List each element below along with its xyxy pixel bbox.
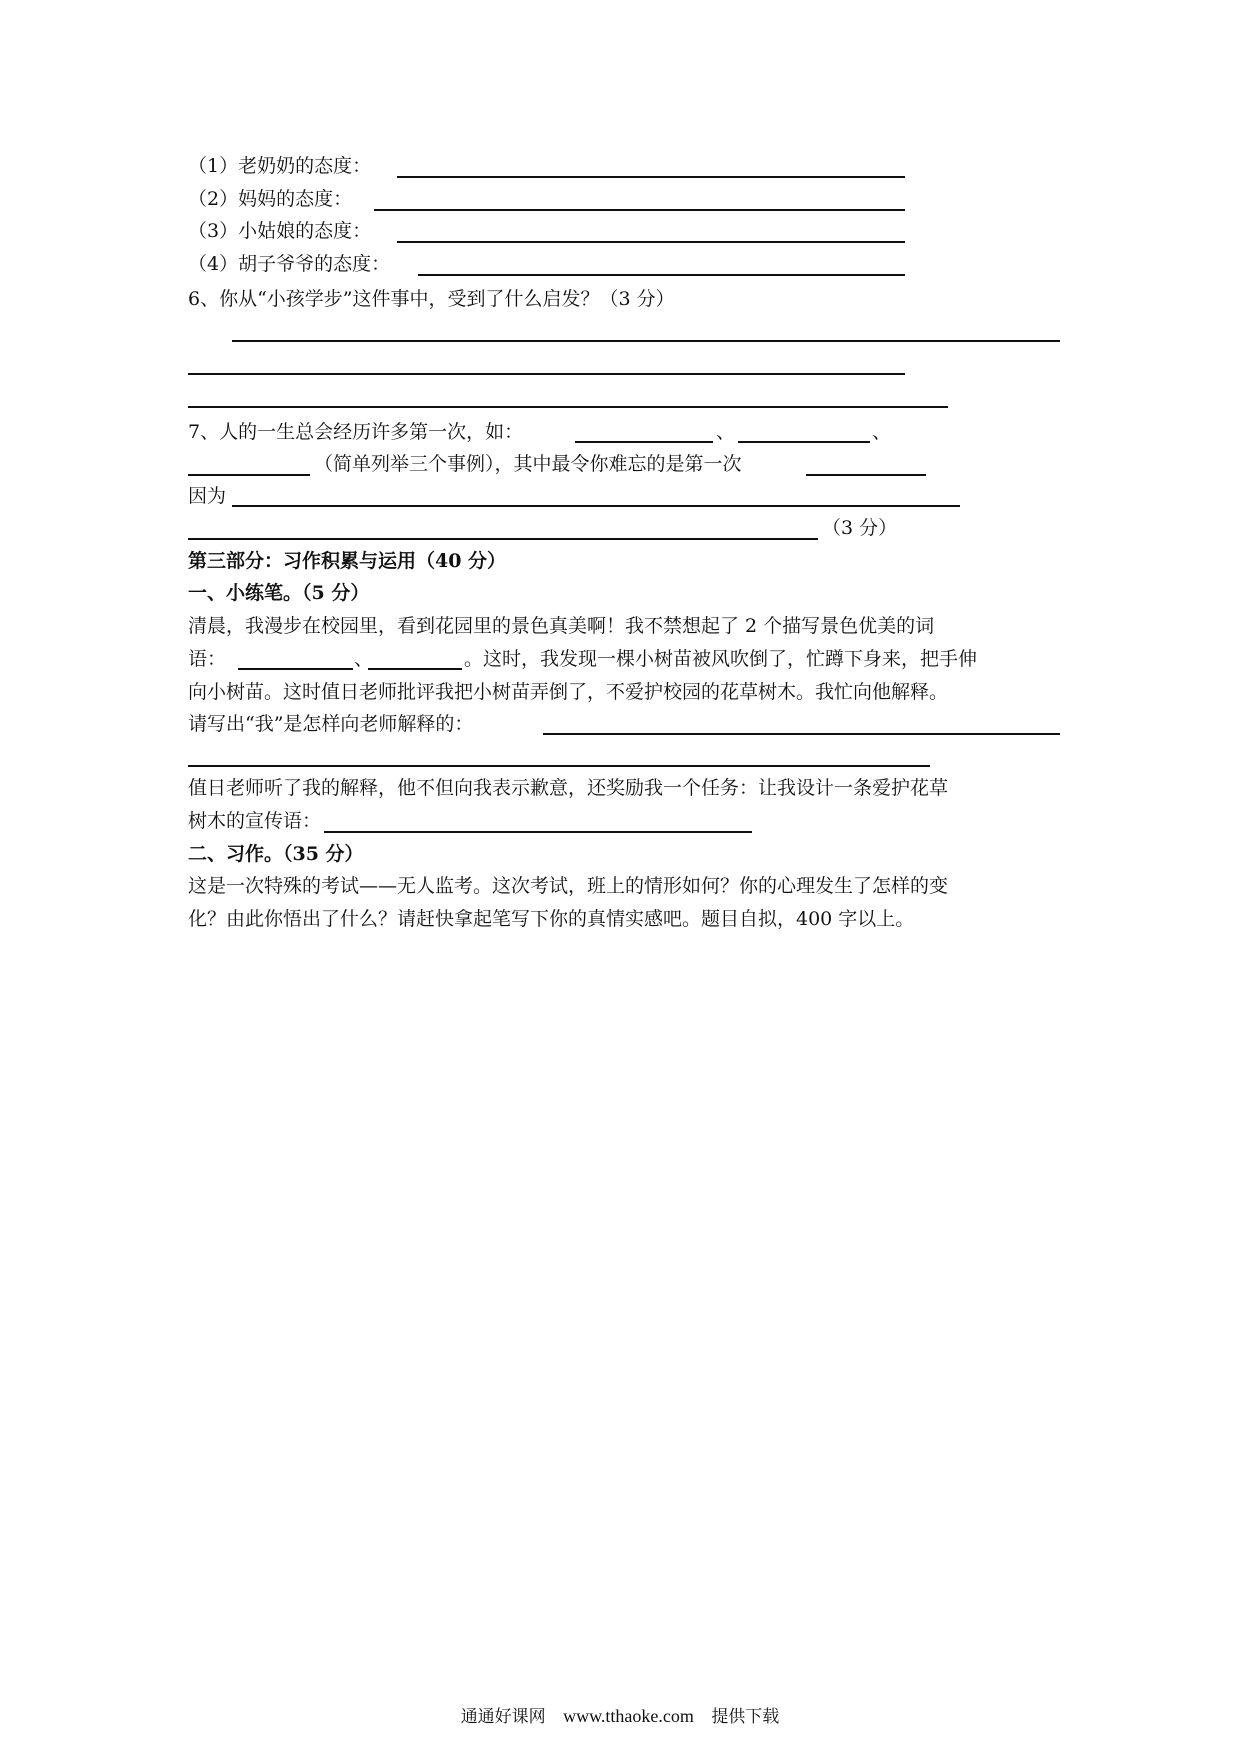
- q7-line2-text: （简单列举三个事例），其中最令你难忘的是第一次: [314, 453, 742, 475]
- exercise-paragraph2-line-1: 值日老师听了我的解释，他不但向我表示歉意，还奖励我一个任务：让我设计一条爱护花草: [188, 777, 949, 799]
- q7-reason-line-2[interactable]: [188, 538, 818, 540]
- q7-example-blank-2[interactable]: [738, 441, 870, 443]
- exercise-paragraph-line-3: 向小树苗。这时值日老师批评我把小树苗弄倒了，不爱护校园的花草树木。我忙向他解释。: [188, 681, 949, 703]
- q7-example-blank-3[interactable]: [188, 474, 310, 476]
- part3-title: 第三部分：习作积累与运用（40 分）: [188, 550, 507, 572]
- q6-answer-line-1[interactable]: [232, 340, 1060, 342]
- q7-because-label: 因为: [188, 485, 227, 507]
- exercise-paragraph-line-2a: 语：: [188, 648, 227, 670]
- q5-item-2-label: （2）妈妈的态度：: [188, 188, 353, 210]
- q7-score: （3 分）: [822, 517, 898, 539]
- section1-title: 一、小练笔。（5 分）: [188, 582, 370, 604]
- q6-answer-line-3[interactable]: [188, 406, 948, 408]
- exercise-paragraph-line-4: 请写出“我”是怎样向老师解释的：: [188, 713, 474, 735]
- exercise-paragraph2-line-2: 树木的宣传语：: [188, 810, 322, 832]
- explanation-answer-line-1[interactable]: [543, 733, 1060, 735]
- q6-question: 6、你从“小孩学步”这件事中，受到了什么启发？（3 分）: [188, 288, 675, 310]
- q5-item-1-answer-blank[interactable]: [397, 176, 905, 178]
- essay-prompt-line-1: 这是一次特殊的考试——无人监考。这次考试，班上的情形如何？你的心理发生了怎样的变: [188, 875, 949, 897]
- exercise-paragraph-line-2b: 、: [354, 648, 374, 670]
- section2-title: 二、习作。（35 分）: [188, 843, 364, 865]
- explanation-answer-line-2[interactable]: [188, 765, 930, 767]
- q5-item-3-label: （3）小姑娘的态度：: [188, 220, 372, 242]
- q5-item-1-label: （1）老奶奶的态度：: [188, 155, 372, 177]
- scenery-word-blank-1[interactable]: [238, 668, 353, 670]
- footer-url[interactable]: www.tthaoke.com: [563, 1706, 694, 1726]
- q7-separator-2: 、: [872, 421, 892, 443]
- q7-example-blank-1[interactable]: [575, 441, 713, 443]
- page-footer: [0, 1704, 1240, 1729]
- essay-prompt-line-2: 化？由此你悟出了什么？请赶快拿起笔写下你的真情实感吧。题目自拟，400 字以上。: [188, 908, 915, 930]
- q5-item-4-answer-blank[interactable]: [418, 274, 905, 276]
- q7-prompt: 7、人的一生总会经历许多第一次，如：: [188, 421, 524, 443]
- footer-site-name: 通通好课网: [460, 1707, 546, 1727]
- slogan-answer-blank[interactable]: [324, 831, 752, 833]
- q7-memorable-blank[interactable]: [806, 474, 926, 476]
- footer-download-text: 提供下载: [711, 1707, 780, 1727]
- exercise-paragraph-line-1: 清晨，我漫步在校园里，看到花园里的景色真美啊！我不禁想起了 2 个描写景色优美的词: [188, 615, 935, 637]
- scenery-word-blank-2[interactable]: [368, 668, 462, 670]
- q6-answer-line-2[interactable]: [188, 373, 905, 375]
- q5-item-4-label: （4）胡子爷爷的态度：: [188, 253, 391, 275]
- q5-item-2-answer-blank[interactable]: [374, 209, 905, 211]
- q5-item-3-answer-blank[interactable]: [397, 241, 905, 243]
- q7-reason-line-1[interactable]: [232, 505, 960, 507]
- exercise-paragraph-line-2c: 。这时，我发现一棵小树苗被风吹倒了，忙蹲下身来，把手伸: [464, 648, 978, 670]
- q7-separator-1: 、: [716, 421, 736, 443]
